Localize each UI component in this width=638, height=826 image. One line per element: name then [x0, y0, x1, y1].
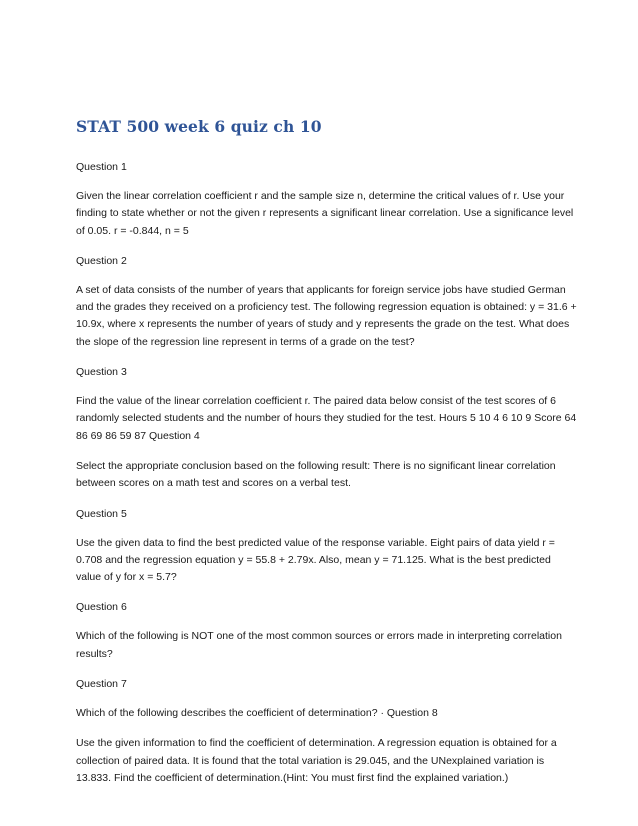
- question-1-text: Given the linear correlation coefficient r and the sample size n, determine the critical values of r. Use your finding to state whether or not the given r represents a significant linear correlation. Use a significance level of 0.05. r = -0.844, n = 5: [76, 190, 574, 237]
- question-2-heading: Question 2: [76, 254, 127, 267]
- question-5-text: Use the given data to find the best predicted value of the response variable. Eight pairs of data yield r = 0.708 and the regression equation y = 55.8 + 2.79x. Also, mean y = 71.125. What is the best predicted value of y for x = 5.7?: [76, 536, 555, 584]
- question-1-heading: Question 1: [76, 161, 127, 173]
- question-2-text: A set of data consists of the number of years that applicants for foreign service jobs have studied German and the grades they received on a proficiency test. The following regression equation is obtained: y = 31.6 + 10.9x, where x represents the number of years of study and y represents the grade on the test. What does the slope of the regression line represent in terms of a grade on the test?: [76, 283, 577, 348]
- question-6-text: Which of the following is NOT one of the most common sources or errors made in interpreting correlation results?: [76, 630, 562, 660]
- question-3-heading: Question 3: [76, 366, 127, 379]
- document-title: STAT 500 week 6 quiz ch 10: [76, 117, 322, 136]
- question-7-text: Which of the following describes the coefficient of determination? · Question 8: [76, 707, 438, 720]
- question-6-heading: Question 6: [76, 601, 127, 614]
- question-4-text: Select the appropriate conclusion based on the following result: There is no significant linear correlation between scores on a math test and scores on a verbal test.: [76, 459, 556, 490]
- question-8-text: Use the given information to find the coefficient of determination. A regression equation is obtained for a collection of paired data. It is found that the total variation is 29.045, and the UNexplained variation is 13.833. Find the coefficient of determination.(Hint: You must first find the explained variation.): [76, 737, 557, 784]
- question-7-heading: Question 7: [76, 678, 127, 691]
- question-3-text: Find the value of the linear correlation coefficient r. The paired data below consist of the test scores of 6 randomly selected students and the number of hours they studied for the test. Hours 5 10 4 6 10 9 Score 64 86 69 86 59 87 Question 4: [76, 395, 577, 442]
- question-5-heading: Question 5: [76, 507, 127, 520]
